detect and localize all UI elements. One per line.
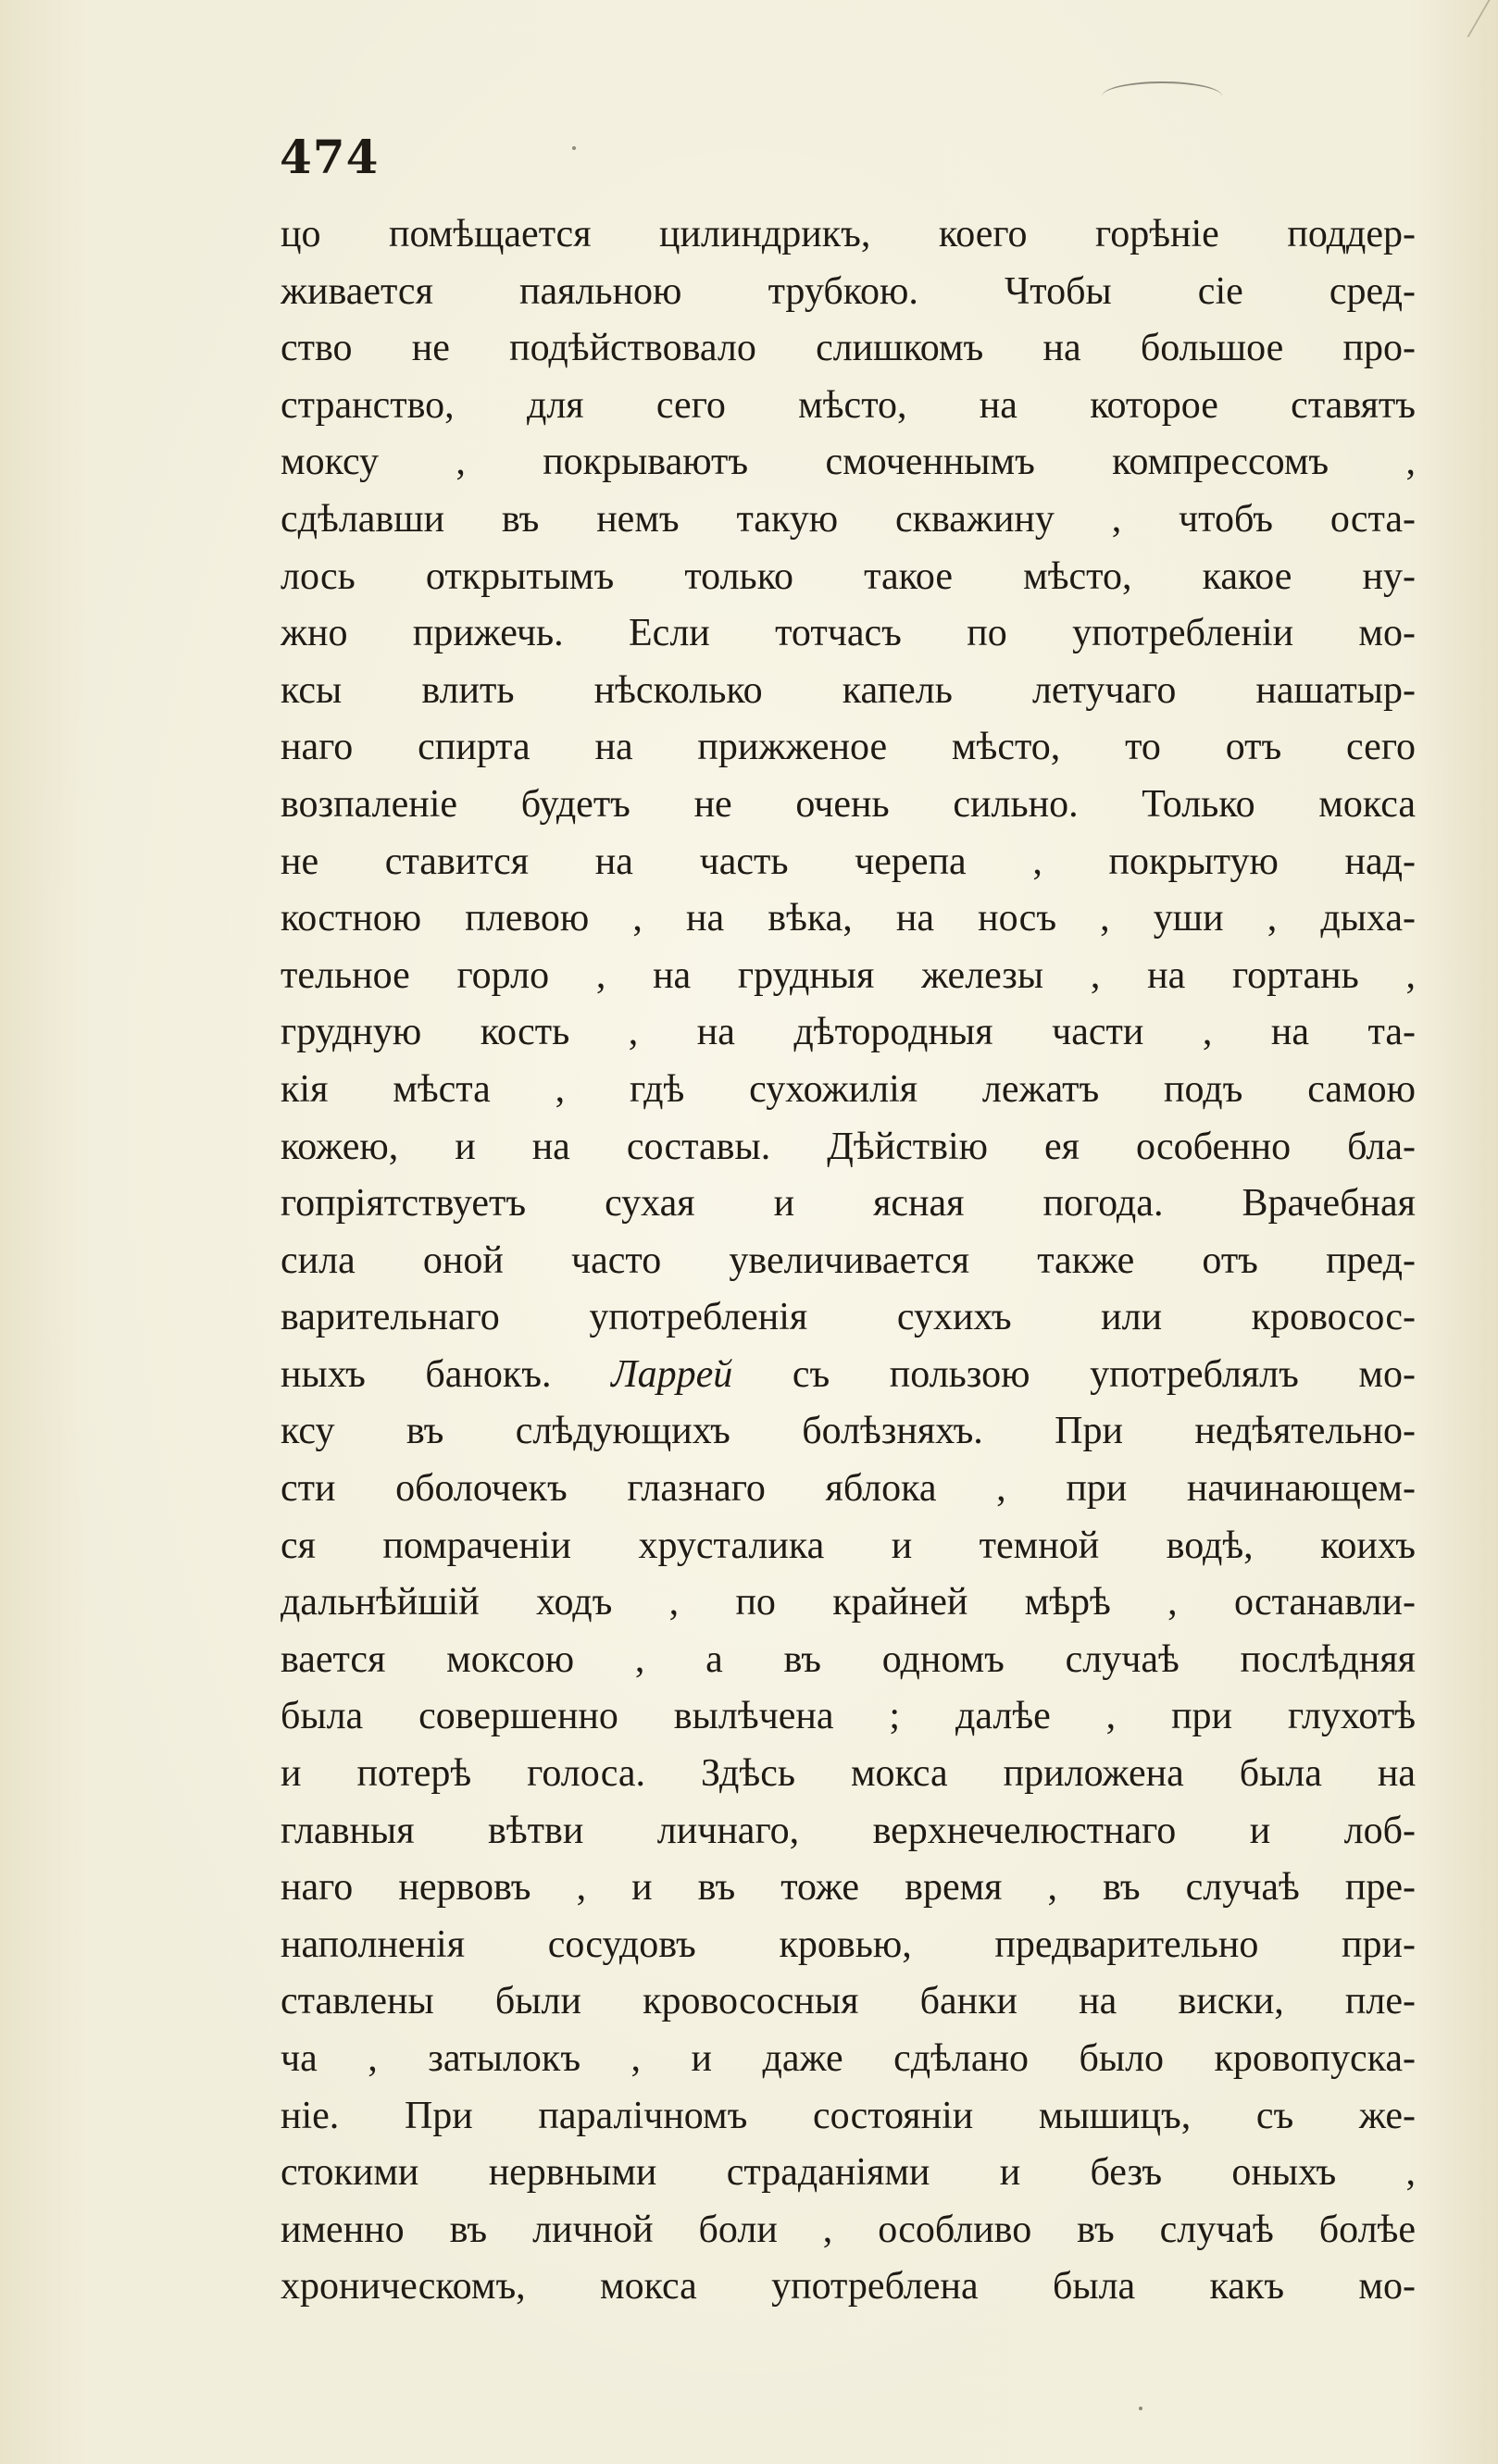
ink-arc-mark [1102, 81, 1222, 111]
corner-mark [1411, 0, 1490, 37]
text-line: сти оболочекъ глазнаго яблока , при начинающем- [281, 1467, 1416, 1511]
text-line: вается моксою , а въ одномъ случаѣ послѣдняя [281, 1637, 1416, 1681]
text-line: ксы влить нѣсколько капель летучаго нашатыр- [281, 668, 1416, 712]
page-number: 474 [280, 130, 380, 184]
text-line: живается паяльною трубкою. Чтобы сіе сред- [281, 269, 1416, 313]
ink-speck [572, 146, 576, 150]
text-line: ставлены были кровососныя банки на виски, пле- [281, 1980, 1416, 2023]
text-line: сила оной часто увеличивается также отъ пред- [281, 1238, 1416, 1282]
text-line: кожею, и на составы. Дѣйствію ея особенно бла- [281, 1125, 1416, 1168]
ink-speck [1139, 2407, 1142, 2410]
text-line: грудную кость , на дѣтородныя части , на та- [281, 1011, 1416, 1054]
body-text [281, 206, 1416, 2316]
text-line: странство, для сего мѣсто, на которое ставятъ [281, 383, 1416, 427]
text-line: лось открытымъ только такое мѣсто, какое ну- [281, 554, 1416, 598]
text-line: наго нервовъ , и въ тоже время , въ случаѣ пре- [281, 1866, 1416, 1910]
text-line: ніе. При паралічномъ состояніи мышицъ, съ же- [281, 2094, 1416, 2137]
text-line: стокими нервными страданіями и безъ оныхъ , [281, 2151, 1416, 2195]
text-line: не ставится на часть черепа , покрытую над- [281, 840, 1416, 883]
text-line: кія мѣста , гдѣ сухожилія лежатъ подъ самою [281, 1067, 1416, 1111]
text-line: сдѣлавши въ немъ такую скважину , чтобъ оста- [281, 497, 1416, 541]
text-line: и потерѣ голоса. Здѣсь мокса приложена была на [281, 1752, 1416, 1796]
text-line: ныхъ банокъ. Ларрей съ пользою употреблялъ мо- [281, 1352, 1416, 1396]
text-line: именно въ личной боли , особливо въ случаѣ болѣе [281, 2208, 1416, 2251]
text-line: возпаленіе будетъ не очень сильно. Только мокса [281, 782, 1416, 826]
text-line: варительнаго употребленія сухихъ или кровосос- [281, 1296, 1416, 1339]
text-line: тельное горло , на грудныя железы , на гортань , [281, 953, 1416, 997]
text-line: цо помѣщается цилиндрикъ, коего горѣніе поддер- [281, 213, 1416, 255]
text-line: хроническомъ, мокса употреблена была какъ мо- [281, 2265, 1416, 2308]
text-line: главныя вѣтви личнаго, верхнечелюстнаго и лоб- [281, 1809, 1416, 1852]
text-line: гопріятствуетъ сухая и ясная погода. Врачебная [281, 1182, 1416, 1226]
text-line: дальнѣйшій ходъ , по крайней мѣрѣ , останавли- [281, 1581, 1416, 1624]
text-line: была совершенно вылѣчена ; далѣе , при глухотѣ [281, 1695, 1416, 1738]
text-line: моксу , покрываютъ смоченнымъ компрессомъ , [281, 441, 1416, 484]
text-line: ся помраченіи хрусталика и темной водѣ, коихъ [281, 1524, 1416, 1567]
text-line: костною плевою , на вѣка, на носъ , уши , дыха- [281, 897, 1416, 940]
text-line: жно прижечь. Если тотчасъ по употребленіи мо- [281, 612, 1416, 655]
text-line: наполненія сосудовъ кровью, предварительно при- [281, 1923, 1416, 1966]
text-line: ство не подѣйствовало слишкомъ на большое про- [281, 327, 1416, 370]
text-line: ча , затылокъ , и даже сдѣлано было кровопуска- [281, 2037, 1416, 2080]
text-line: ксу въ слѣдующихъ болѣзняхъ. При недѣятельно- [281, 1410, 1416, 1453]
text-line: наго спирта на прижженое мѣсто, то отъ сего [281, 726, 1416, 769]
